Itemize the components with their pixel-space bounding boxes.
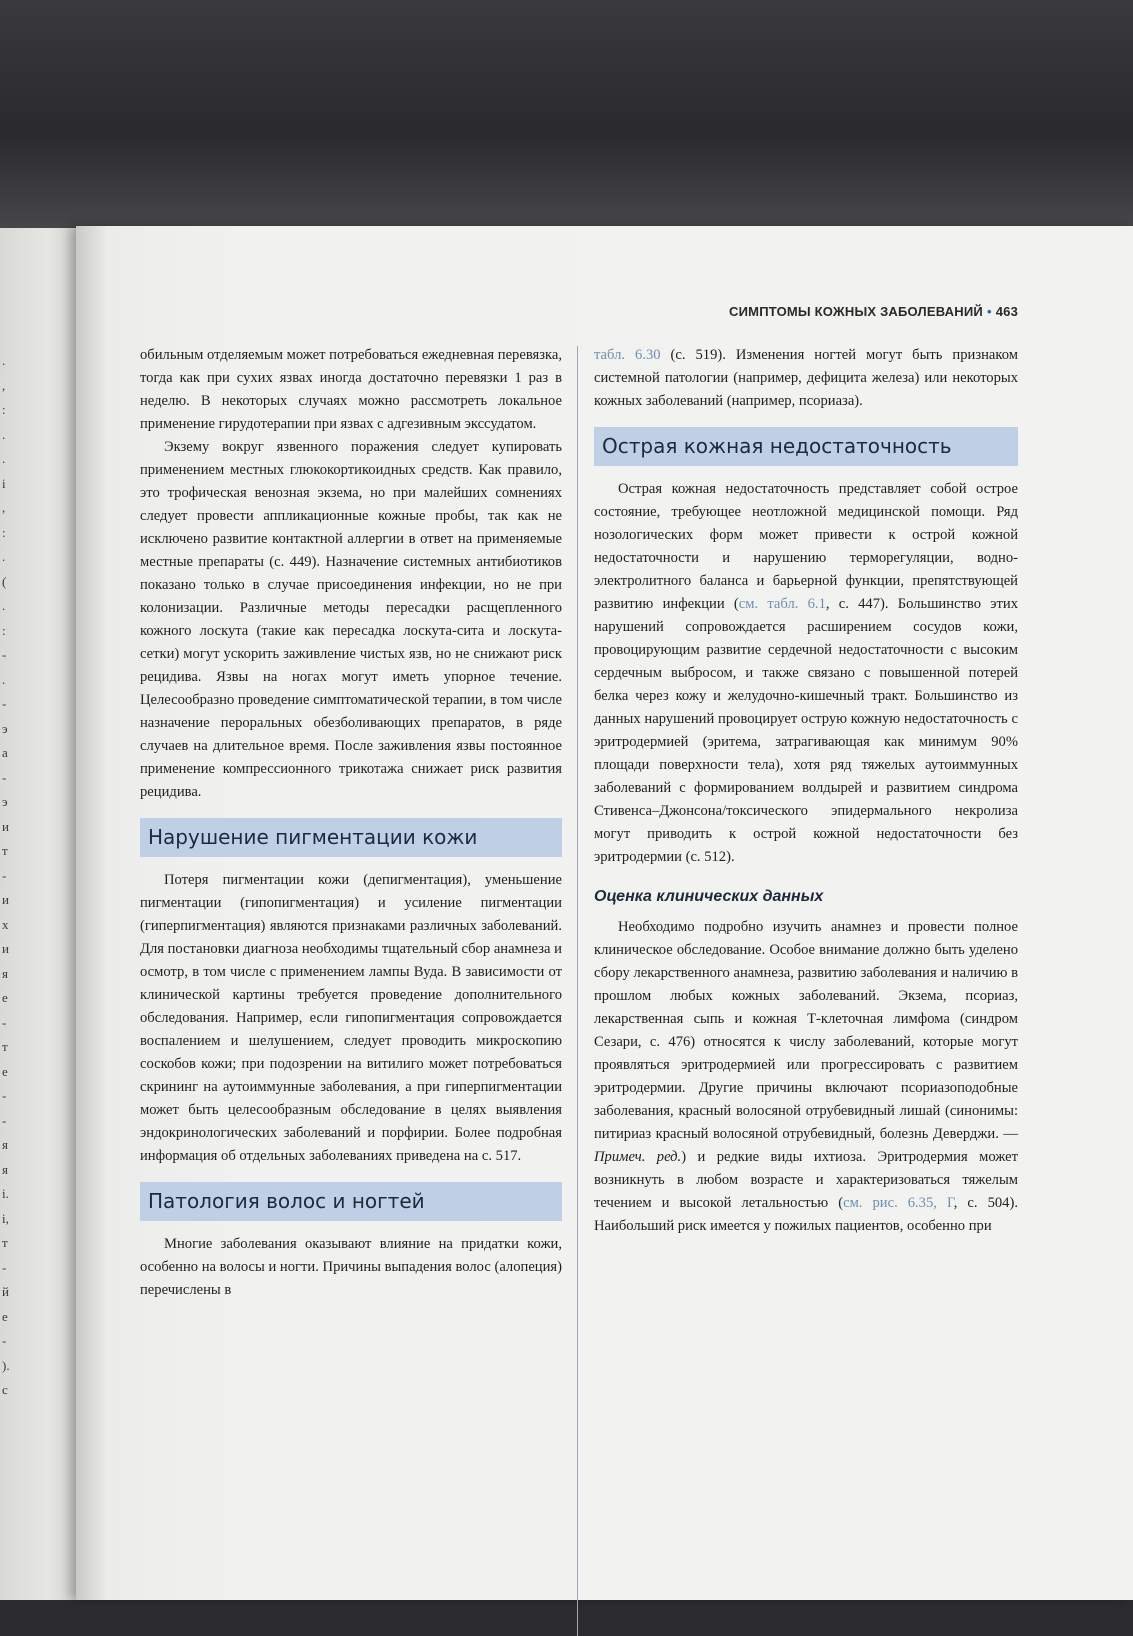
facing-page-fragment: .: [2, 671, 6, 687]
facing-page-fragment: -: [2, 1088, 7, 1103]
facing-page-fragment: a: [2, 745, 8, 760]
photo-background-top: [0, 0, 1133, 240]
facing-page-fragment: .: [2, 451, 6, 466]
facing-page-fragment: x: [2, 916, 9, 932]
facing-page-edge: [0, 228, 80, 1600]
facing-page-fragment: ,: [2, 377, 6, 393]
paragraph-text: Острая кожная недостаточность представляет собой острое состояние, требующее неотложной медицинской помощи. Ряд нозологических форм может привести к острой кожной недостаточности и нарушению терморегуляции, водно-электролитного баланса и барьерной функции, препятствующей развитию инфекции (: [594, 481, 1018, 612]
subsection-heading: Оценка клинических данных: [594, 888, 824, 905]
book-page: [76, 226, 1133, 1600]
running-header: [729, 304, 1018, 319]
facing-page-fragment: т: [2, 1235, 8, 1250]
paragraph: [594, 916, 1018, 1238]
facing-page-fragment: (: [2, 573, 7, 589]
facing-page-fragment: и: [2, 818, 9, 834]
table-reference: табл. 6.30: [594, 347, 661, 363]
figure-reference: см. рис. 6.35, Г: [843, 1195, 954, 1211]
facing-page-fragment: т: [2, 1039, 8, 1054]
facing-page-fragment: -: [2, 1259, 7, 1275]
paragraph: обильным отделяемым может потребоваться ежедневная перевязка, тогда как при сухих язвах иногда достаточно перевязки 1 раз в неделю. В некоторых случаях можно рассмотреть локальное применение гирудотерапии при язвах с адгезивным экссудатом.: [140, 347, 562, 432]
facing-page-fragment: -: [2, 1333, 7, 1348]
paragraph-text: , с. 447). Большинство этих нарушений сопровождается расширением сосудов кожи, провоцирующим развитие сердечной недостаточности с высоким сердечным выбросом, и также связано с повышенной потерей белка через кожу и желудочно-кишечный тракт. Большинство из данных нарушений провоцирует острую кожную недостаточность с эритродермией (эритема, затрагивающая как минимум 90% площади поверхности тела), хотя ряд тяжелых аутоиммунных заболеваний с формированием волдырей и развитием синдрома Стивенса–Джонсона/токсического эпидермального некролиза могут приводить к острой кожной недостаточности без эритродермии (с. 512).: [594, 596, 1018, 865]
facing-page-fragment: .: [2, 426, 6, 442]
facing-page-fragment: e: [2, 1063, 8, 1079]
facing-page-fragment: ,: [2, 500, 6, 515]
column-divider: [577, 346, 578, 1636]
facing-page-fragment: :: [2, 402, 6, 417]
facing-page-fragment: e: [2, 1308, 8, 1324]
facing-page-fragment: я: [2, 1137, 8, 1152]
right-column: [594, 344, 1018, 1238]
section-heading-acute-skin-failure: Острая кожная недостаточность: [594, 427, 1018, 466]
left-column: [140, 344, 562, 1302]
paragraph-text: ) и редкие виды ихтиоза. Эритродермия может возникнуть в любом возрасте и характеризоваться тяжелым течением и высокой летальностью (: [594, 1149, 1018, 1211]
facing-page-fragment: -: [2, 867, 7, 883]
facing-page-fragment: я: [2, 965, 8, 981]
paragraph: [594, 478, 1018, 869]
facing-page-fragment: i.: [2, 1186, 9, 1201]
facing-page-fragment: i: [2, 475, 6, 491]
facing-page-fragment: -: [2, 1014, 7, 1030]
facing-page-fragment: i,: [2, 1210, 9, 1226]
paragraph: Экзему вокруг язвенного поражения следует купировать применением местных глюкокортикоидных средств. Как правило, это трофическая венозная экзема, но при малейших сомнениях следует провести аппликационные кожные пробы, так как не исключено развитие контактной аллергии в ответ на применяемые местные препараты (с. 449). Назначение системных антибиотиков показано только в случае присоединения инфекции, но не при колонизации. Различные методы пересадки расщепленного кожного лоскута (такие как пересадка лоскута-сита и лоскута-сетки) могут ускорить заживление чистых язв, но не снижают риск рецидива. Язвы на ногах могут иметь упорное течение. Целесообразно проведение симптоматической терапии, в том числе назначение пероральных обезболивающих препаратов, в ряде случаев на длительное время. После заживления язвы постоянное применение компрессионного трикотажа снижает риск развития рецидива.: [140, 439, 562, 800]
section-heading-pigmentation: Нарушение пигментации кожи: [140, 818, 562, 857]
facing-page-fragment: т: [2, 843, 8, 858]
facing-page-fragment: э: [2, 720, 8, 736]
section-heading-hair-nails: Патология волос и ногтей: [140, 1182, 562, 1221]
paragraph: Многие заболевания оказывают влияние на придатки кожи, особенно на волосы и ногти. Причины выпадения волос (алопеция) перечислены в: [140, 1236, 562, 1298]
header-separator: •: [986, 304, 992, 319]
facing-page-fragment: .: [2, 598, 6, 613]
paragraph-text: Необходимо подробно изучить анамнез и провести полное клиническое обследование. Особое внимание должно быть уделено сбору лекарственного анамнеза, развитию заболевания и наличию в прошлом любых кожных заболеваний. Экзема, псориаз, лекарственная сыпь и кожная Т-клеточная лимфома (синдром Сезари, с. 476) относятся к числу заболеваний, которые могут проявляться эритродермией или прогрессировать с развитием эритродермии. Другие причины включают псориазоподобные заболевания, красный волосяной отрубевидный лишай (синонимы: питириаз красный волосяной отрубевидный, болезнь Деверджи. —: [594, 919, 1018, 1142]
paragraph: [594, 344, 1018, 413]
facing-page-fragment: и: [2, 941, 9, 956]
facing-page-fragment: :: [2, 524, 6, 540]
facing-page-fragment: с: [2, 1382, 8, 1397]
running-title: СИМПТОМЫ КОЖНЫХ ЗАБОЛЕВАНИЙ: [729, 304, 983, 319]
facing-page-fragment: ).: [2, 1357, 10, 1373]
paragraph-text: (с. 519). Изменения ногтей могут быть признаком системной патологии (например, дефицита железа) или некоторых кожных заболеваний (например, псориаза).: [594, 347, 1018, 409]
facing-page-fragment: -: [2, 769, 7, 785]
facing-page-fragment: -: [2, 647, 7, 662]
table-reference: см. табл. 6.1: [738, 596, 826, 612]
facing-page-fragment: .: [2, 353, 6, 368]
facing-page-fragment: и: [2, 892, 9, 907]
facing-page-fragment: .: [2, 549, 6, 564]
editor-note: Примеч. ред.: [594, 1149, 682, 1165]
facing-page-fragment: -: [2, 696, 7, 711]
facing-page-fragment: э: [2, 794, 8, 809]
facing-page-fragment: -: [2, 1112, 7, 1128]
facing-page-fragment: я: [2, 1161, 8, 1177]
paragraph-text: , с. 504). Наибольший риск имеется у пожилых пациентов, особенно при: [594, 1195, 1018, 1234]
facing-page-fragment: e: [2, 990, 8, 1005]
facing-page-fragment: й: [2, 1284, 9, 1299]
paragraph: Потеря пигментации кожи (депигментация), уменьшение пигментации (гипопигментация) и усиление пигментации (гиперпигментация) являются признаками различных заболеваний. Для постановки диагноза необходимы тщательный сбор анамнеза и осмотр, в том числе с применением лампы Вуда. В зависимости от клинической картины требуется проведение дополнительного обследования. Например, если гипопигментация сопровождается воспалением и шелушением, следует проводить микроскопию соскобов кожи; при подозрении на витилиго может потребоваться скрининг на аутоиммунные заболевания, а при гиперпигментации может быть целесообразным обследование в целях выявления эндокринологических заболеваний и порфирии. Более подробная информация об отдельных заболеваниях приведена на с. 517.: [140, 872, 562, 1164]
facing-page-fragment: :: [2, 622, 6, 638]
page-number: 463: [995, 304, 1018, 319]
